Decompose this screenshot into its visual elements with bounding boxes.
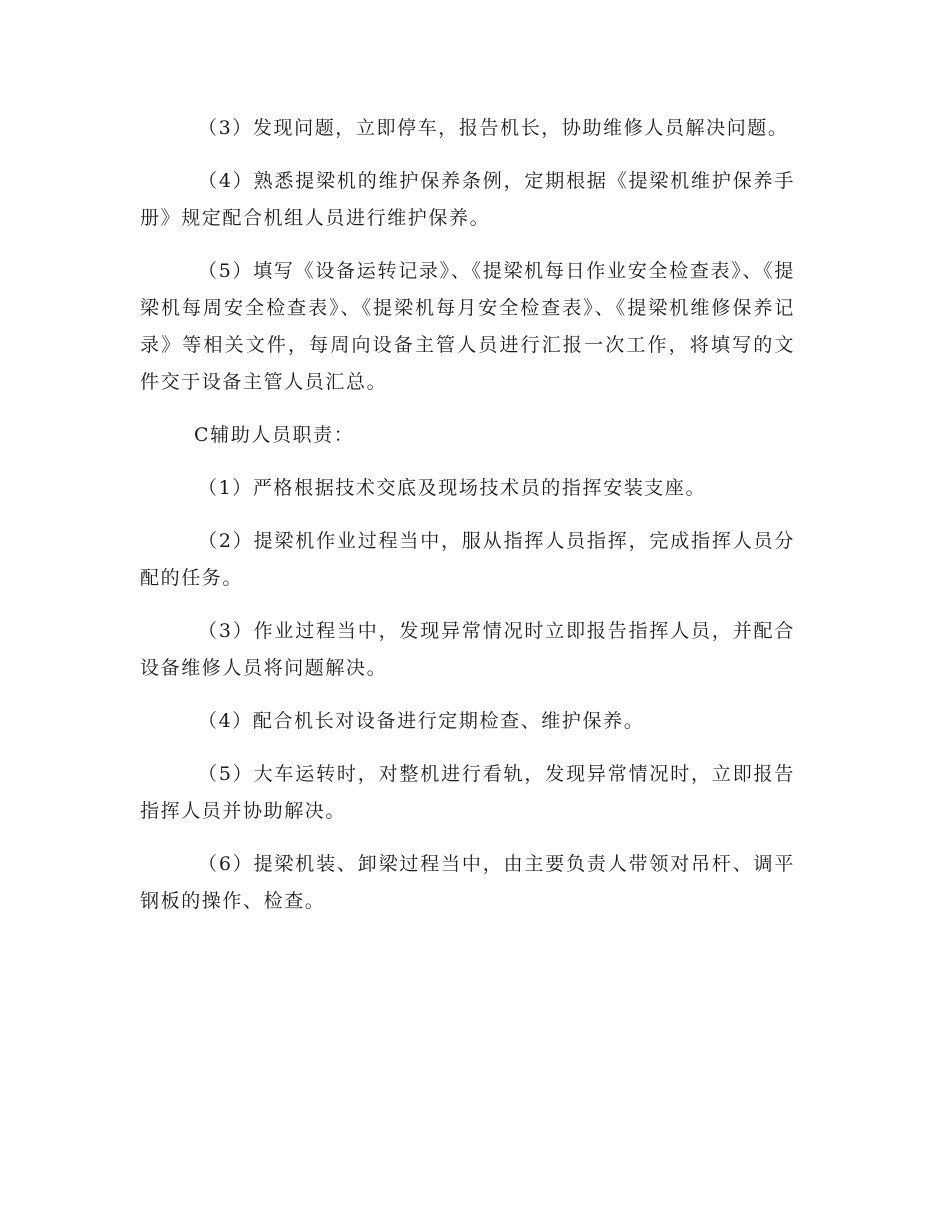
paragraph-assistant-item-1: （1）严格根据技术交底及现场技术员的指挥安装支座。	[198, 477, 707, 499]
paragraph-operator-item-3: （3）发现问题，立即停车，报告机长，协助维修人员解决问题。	[198, 117, 789, 139]
paragraph-assistant-item-5: （5）大车运转时，对整机进行看轨，发现异常情况时，立即报告指挥人员并协助解决。	[140, 763, 795, 822]
paragraph-assistant-item-3: （3）作业过程当中，发现异常情况时立即报告指挥人员，并配合设备维修人员将问题解决。	[140, 620, 795, 679]
document-body	[140, 110, 795, 936]
paragraph-operator-item-4: （4）熟悉提梁机的维护保养条例，定期根据《提梁机维护保养手册》规定配合机组人员进行维护保养。	[140, 170, 795, 229]
section-heading-assistant-duties: C辅助人员职责：	[194, 424, 355, 446]
paragraph-assistant-item-6: （6）提梁机装、卸梁过程当中，由主要负责人带领对吊杆、调平钢板的操作、检查。	[140, 853, 795, 912]
paragraph-assistant-item-4: （4）配合机长对设备进行定期检查、维护保养。	[198, 710, 645, 732]
paragraph-assistant-item-2: （2）提梁机作业过程当中，服从指挥人员指挥，完成指挥人员分配的任务。	[140, 530, 795, 589]
paragraph-operator-item-5: （5）填写《设备运转记录》、《提梁机每日作业安全检查表》、《提梁机每周安全检查表》、《提梁机每月安全检查表》、《提梁机维修保养记录》等相关文件，每周向设备主管人员进行汇报一次工作，将填写的文件交于设备主管人员汇总。	[140, 260, 795, 393]
